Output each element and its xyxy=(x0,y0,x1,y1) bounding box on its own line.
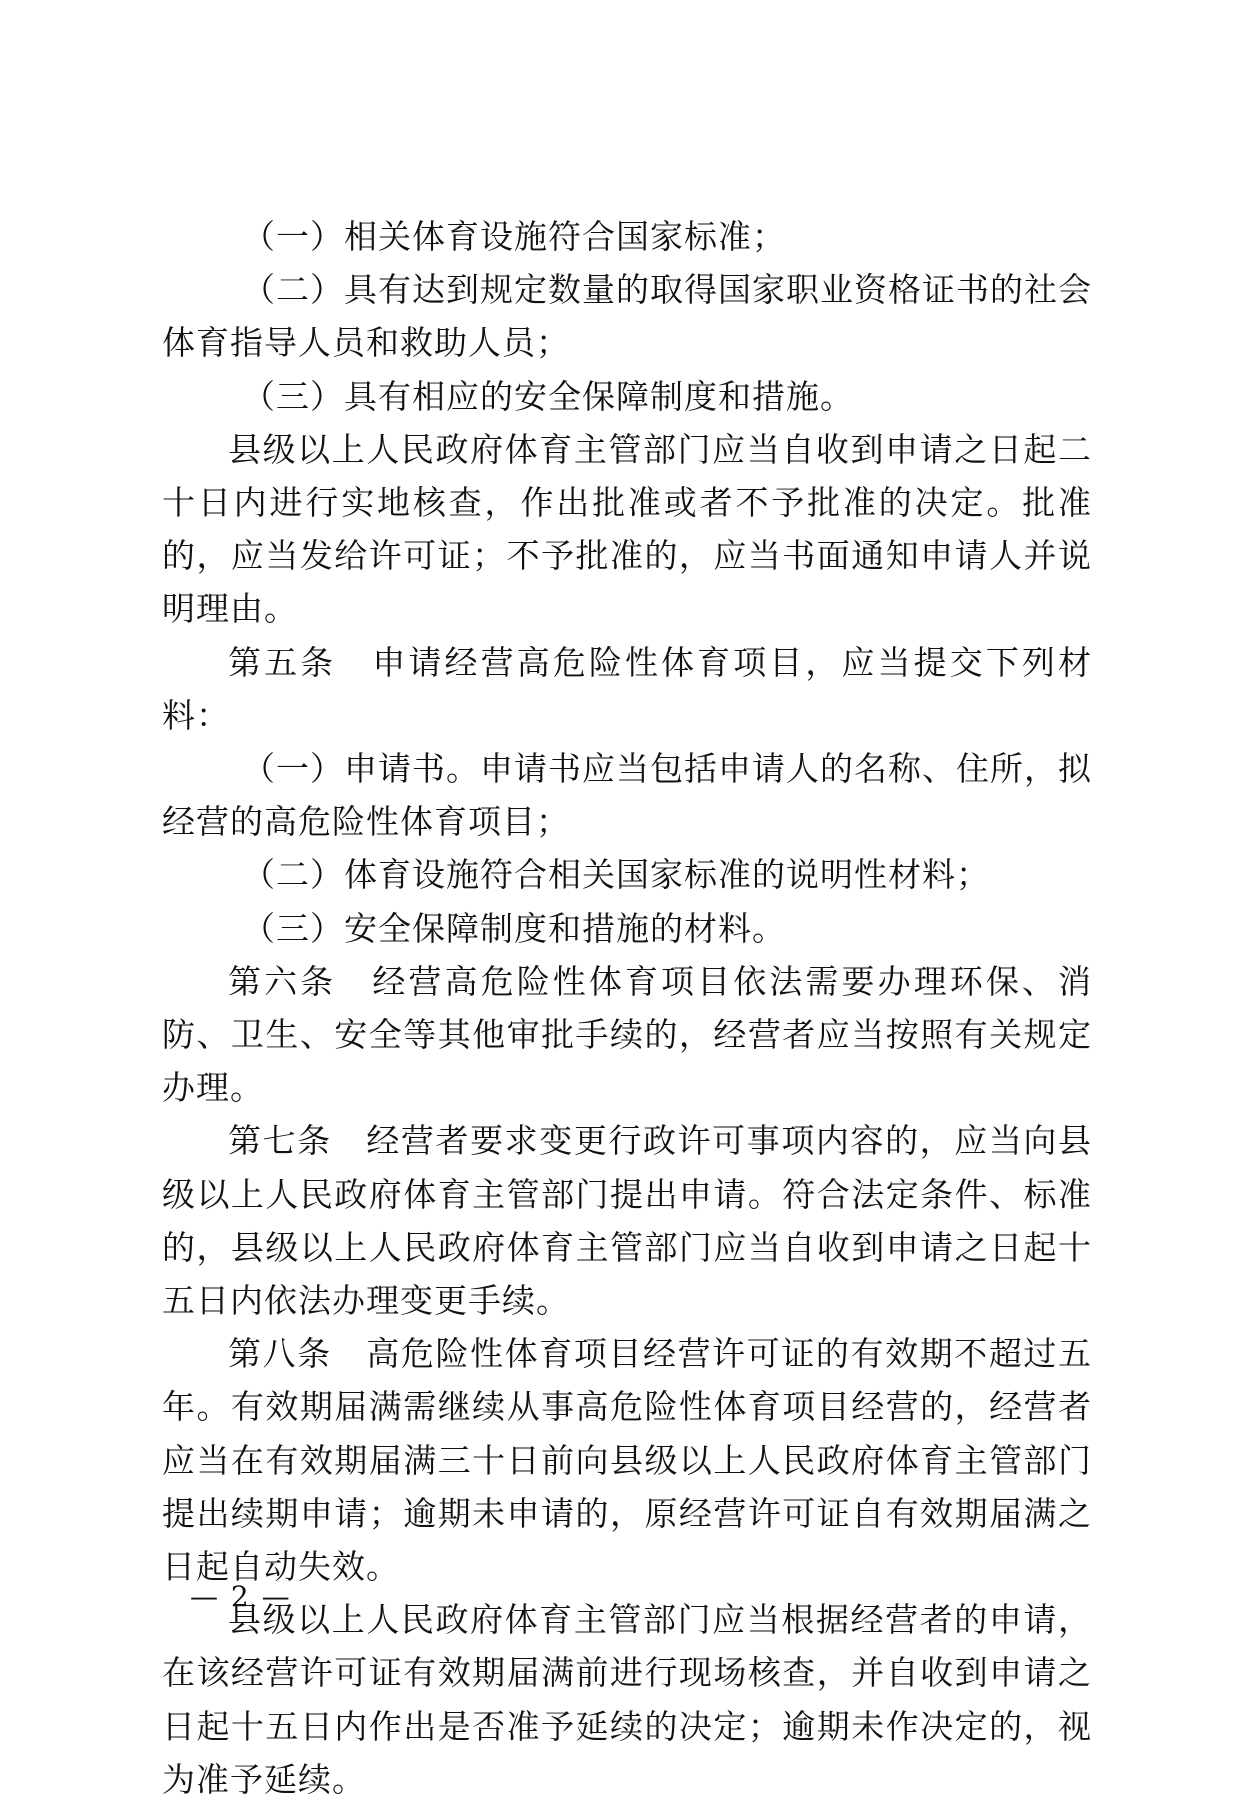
paragraph-item-2: （二）具有达到规定数量的取得国家职业资格证书的社会体育指导人员和救助人员； xyxy=(162,270,1092,363)
article-5: 第五条 申请经营高危险性体育项目，应当提交下列材料： xyxy=(162,642,1092,735)
article-5-item-3: （三）安全保障制度和措施的材料。 xyxy=(242,908,786,948)
article-8: 第八条 高危险性体育项目经营许可证的有效期不超过五年。有效期届满需继续从事高危险性体育项目经营的，经营者应当在有效期届满三十日前向县级以上人民政府体育主管部门提出续期申请；逾期未申请的，原经营许可证自有效期届满之日起自动失效。 xyxy=(162,1334,1092,1587)
article-8-extension: 县级以上人民政府体育主管部门应当根据经营者的申请，在该经营许可证有效期届满前进行现场核查，并自收到申请之日起十五日内作出是否准予延续的决定；逾期未作决定的，视为准予延续。 xyxy=(162,1600,1092,1799)
paragraph-item-1: （一）相关体育设施符合国家标准； xyxy=(242,217,786,256)
article-6: 第六条 经营高危险性体育项目依法需要办理环保、消防、卫生、安全等其他审批手续的，经营者应当按照有关规定办理。 xyxy=(162,961,1092,1108)
paragraph-approval-deadline: 县级以上人民政府体育主管部门应当自收到申请之日起二十日内进行实地核查，作出批准或者不予批准的决定。批准的，应当发给许可证；不予批准的，应当书面通知申请人并说明理由。 xyxy=(162,429,1092,629)
document-body xyxy=(162,210,1092,1806)
article-5-item-1: （一）申请书。申请书应当包括申请人的名称、住所，拟经营的高危险性体育项目； xyxy=(162,749,1092,842)
article-7: 第七条 经营者要求变更行政许可事项内容的，应当向县级以上人民政府体育主管部门提出申请。符合法定条件、标准的，县级以上人民政府体育主管部门应当自收到申请之日起十五日内依法办理变更手续。 xyxy=(162,1121,1092,1321)
page-number: — 2 — xyxy=(190,1580,292,1613)
paragraph-item-3: （三）具有相应的安全保障制度和措施。 xyxy=(242,376,854,416)
article-5-item-2: （二）体育设施符合相关国家标准的说明性材料； xyxy=(242,855,990,895)
